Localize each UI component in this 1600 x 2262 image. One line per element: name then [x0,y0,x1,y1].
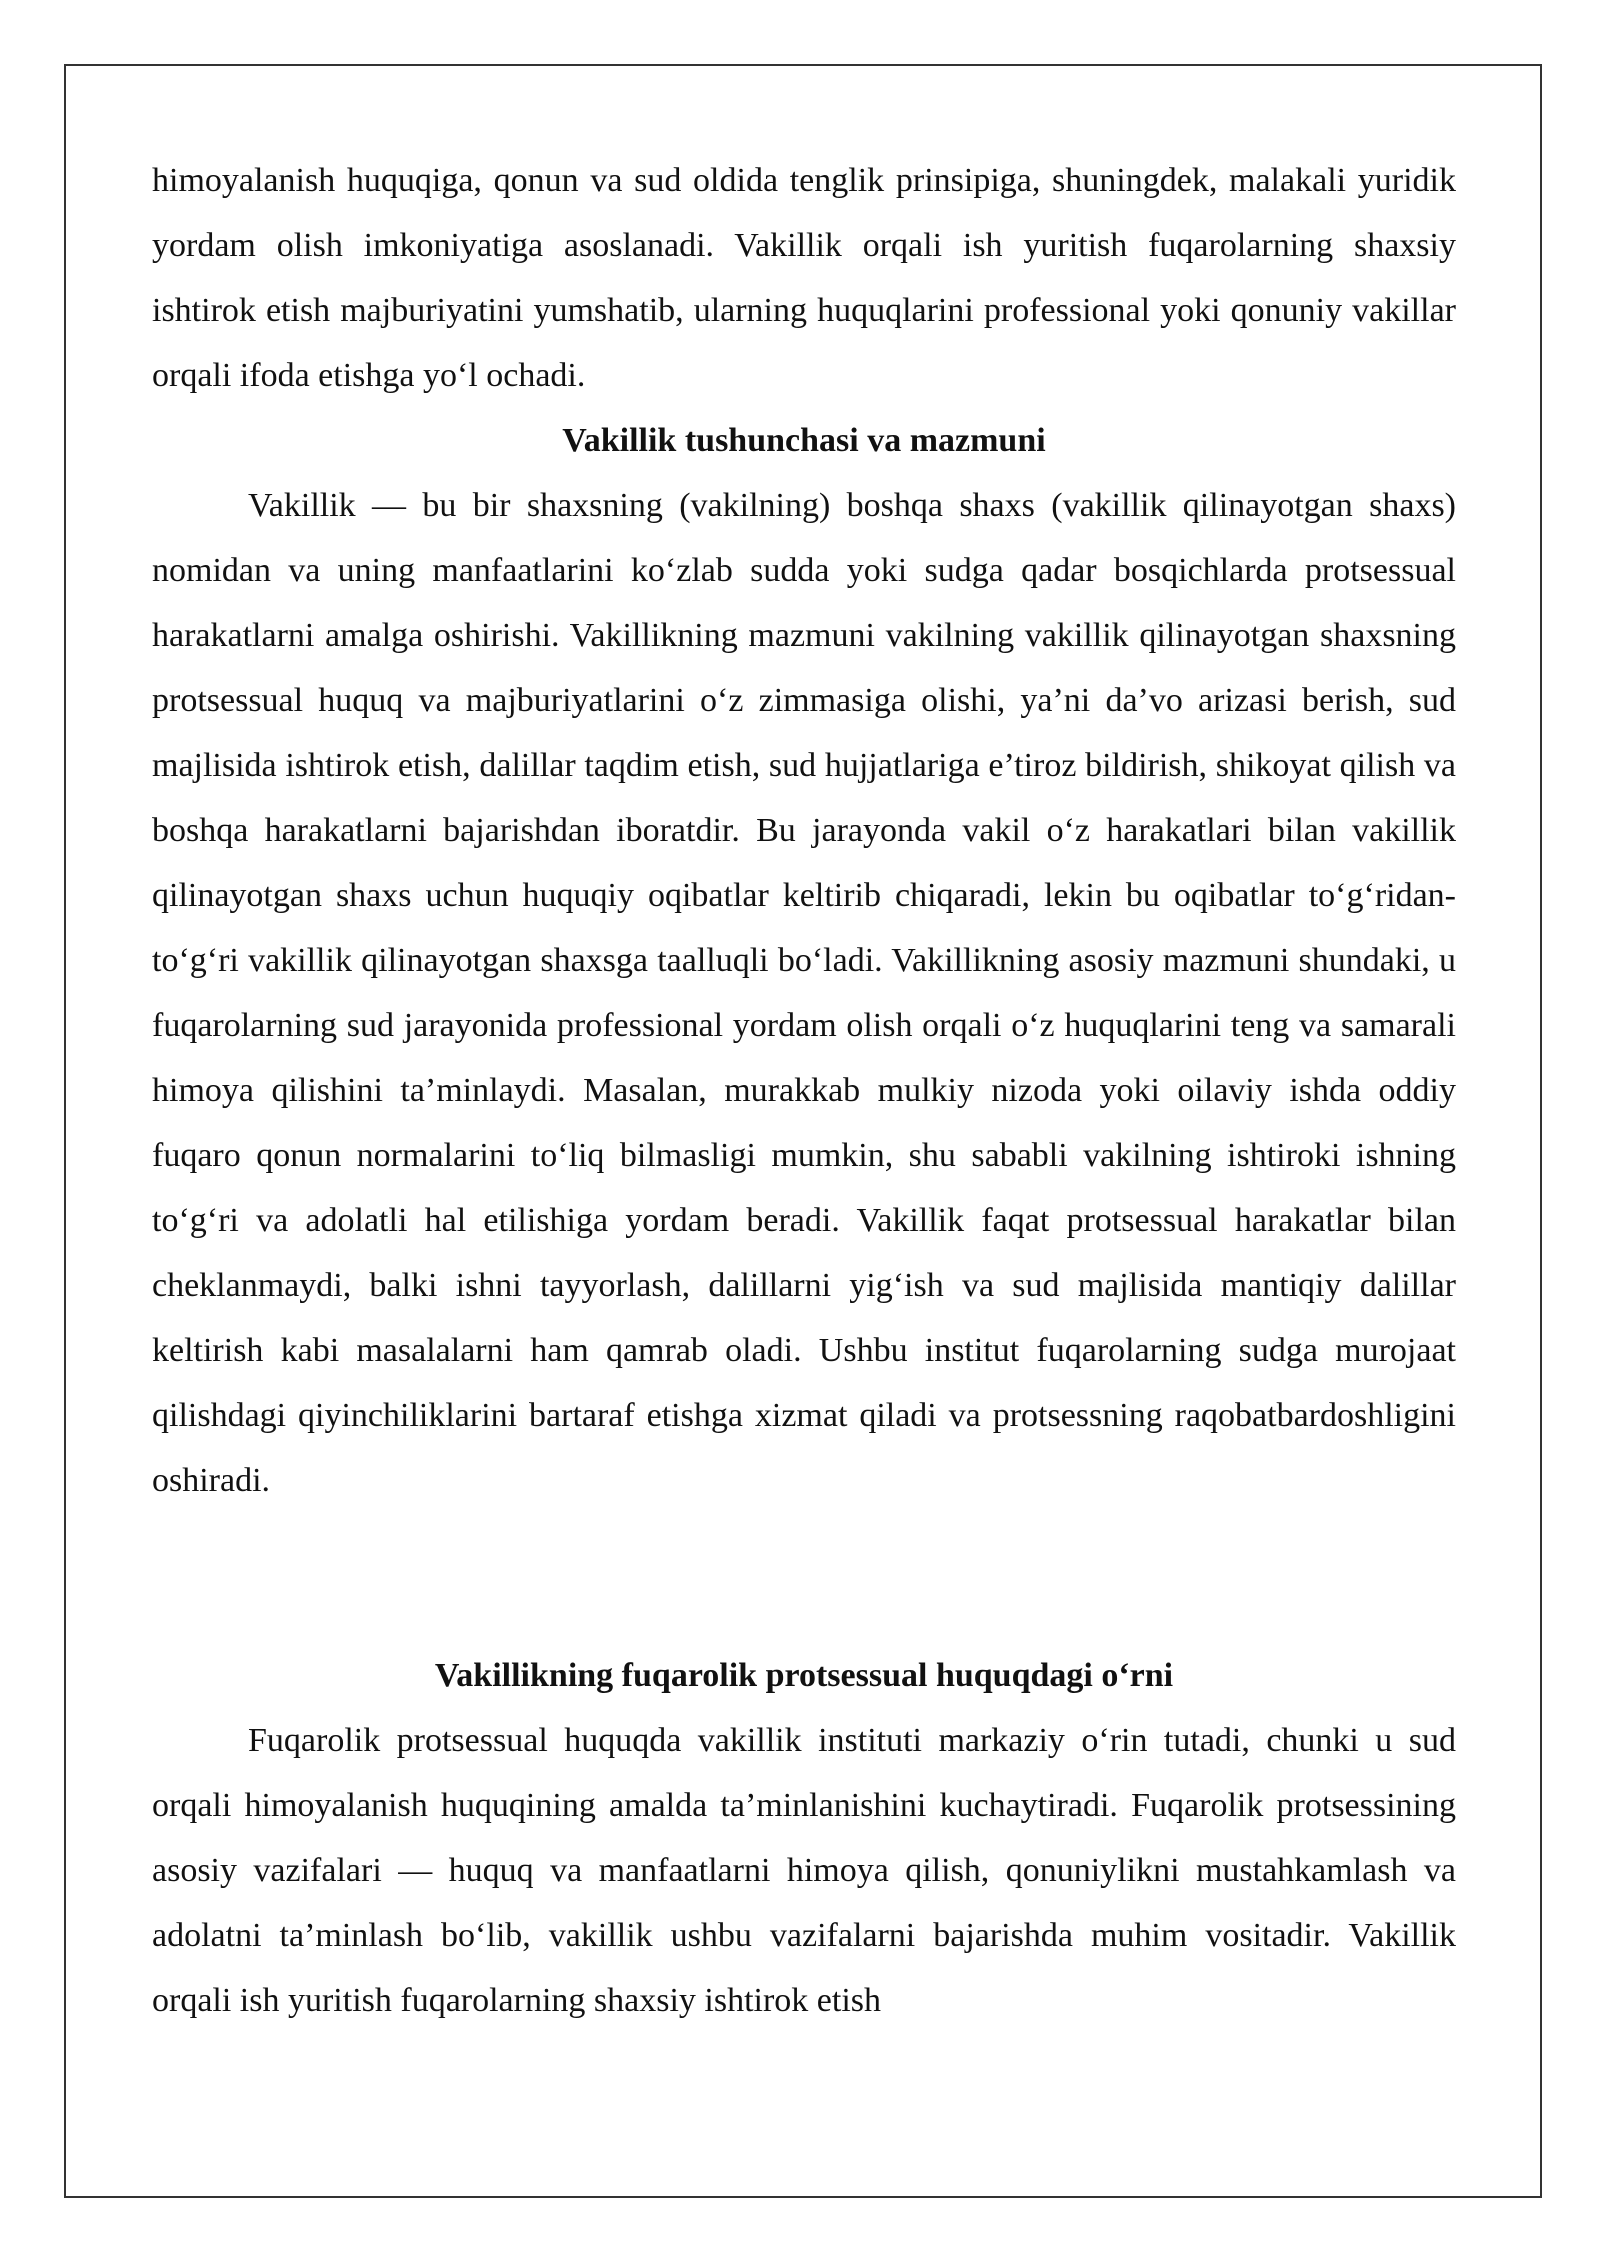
section-heading: Vakillik tushunchasi va mazmuni [562,422,1046,459]
section-spacer [152,1513,1456,1643]
section-paragraph: Vakillik — bu bir shaxsning (vakilning) boshqa shaxs (vakillik qilinayotgan shaxs) nomidan va uning manfaatlarini ko‘zlab sudda yoki sudga qadar bosqichlarda protsessual harakatlarni amalga oshirishi. Vakillikning mazmuni vakilning vakillik qilinayotgan shaxsning protsessual huquq va majburiyatlarini o‘z zimmasiga olishi, ya’ni da’vo arizasi berish, sud majlisida ishtirok etish, dalillar taqdim etish, sud hujjatlariga e’tiroz bildirish, shikoyat qilish va boshqa harakatlarni bajarishdan iboratdir. Bu jarayonda vakil o‘z harakatlari bilan vakillik qilinayotgan shaxs uchun huquqiy oqibatlar keltirib chiqaradi, lekin bu oqibatlar to‘g‘ridan-to‘g‘ri vakillik qilinayotgan shaxsga taalluqli bo‘ladi. Vakillikning asosiy mazmuni shundaki, u fuqarolarning sud jarayonida professional yordam olish orqali o‘z huquqlarini teng va samarali himoya qilishini ta’minlaydi. Masalan, murakkab mulkiy nizoda yoki oilaviy ishda oddiy fuqaro qonun normalarini to‘liq bilmasligi mumkin, shu sababli vakilning ishtiroki ishning to‘g‘ri va adolatli hal etilishiga yordam beradi. Vakillik faqat protsessual harakatlar bilan cheklanmaydi, balki ishni tayyorlash, dalillarni yig‘ish va sud majlisida mantiqiy dalillar keltirish kabi masalalarni ham qamrab oladi. Ushbu institut fuqarolarning sudga murojaat qilishdagi qiyinchiliklarini bartaraf etishga xizmat qiladi va protsessning raqobatbardoshligini oshiradi. [152,487,1456,1499]
document-body [152,148,1456,2033]
section-heading: Vakillikning fuqarolik protsessual huquqdagi o‘rni [434,1657,1174,1694]
intro-paragraph: himoyalanish huquqiga, qonun va sud oldida tenglik prinsipiga, shuningdek, malakali yuridik yordam olish imkoniyatiga asoslanadi. Vakillik orqali ish yuritish fuqarolarning shaxsiy ishtirok etish majburiyatini yumshatib, ularning huquqlarini professional yoki qonuniy vakillar orqali ifoda etishga yo‘l ochadi. [152,162,1456,394]
section-paragraph: Fuqarolik protsessual huquqda vakillik instituti markaziy o‘rin tutadi, chunki u sud orqali himoyalanish huquqining amalda ta’minlanishini kuchaytiradi. Fuqarolik protsessining asosiy vazifalari — huquq va manfaatlarni himoya qilish, qonuniylikni mustahkamlash va adolatni ta’minlash bo‘lib, vakillik ushbu vazifalarni bajarishda muhim vositadir. Vakillik orqali ish yuritish fuqarolarning shaxsiy ishtirok etish [152,1722,1456,2019]
